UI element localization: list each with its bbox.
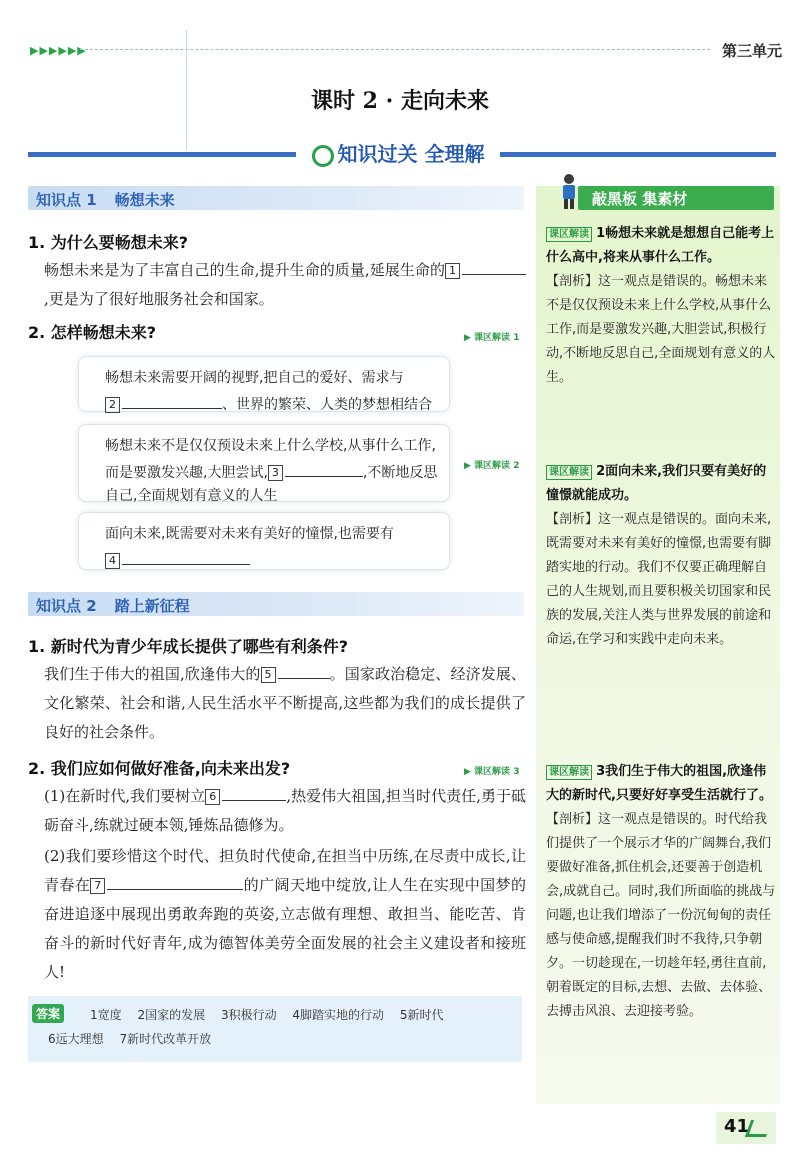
answers-row-1	[90, 1006, 520, 1023]
blank-number: 6	[205, 789, 220, 805]
section-banner	[300, 138, 496, 167]
lesson-tag-3[interactable]: ▶ 课区解读 3	[464, 767, 520, 777]
kp2-paragraph-1	[44, 782, 526, 840]
fill-blank[interactable]	[122, 546, 250, 565]
fill-blank[interactable]	[107, 871, 243, 890]
card2-tail: ,不断地反思自己,全面规划有意义的人生	[105, 465, 438, 504]
blank-number: 2	[105, 397, 120, 413]
kp1-answer-1-text: 畅想未来是为了丰富自己的生命,提升生命的质量,延展生命的	[44, 261, 445, 279]
sidebar-header	[578, 186, 774, 210]
blank-number: 5	[261, 667, 276, 683]
banner-line-left	[28, 152, 296, 157]
answer-item: 6远大理想	[48, 1032, 104, 1046]
sidebar-tag[interactable]: 课区解读	[546, 765, 592, 780]
sidebar-body: 【剖析】这一观点是错误的。畅想未来不是仅仅预设未来上什么学校,从事什么工作,而是要激发兴趣,大胆尝试,积极行动,不断地反思自己,全面规划有意义的人生。	[546, 274, 776, 385]
knowledge-point-2-bar	[28, 592, 524, 616]
sidebar-tag[interactable]: 课区解读	[546, 227, 592, 242]
kp1-number: 知识点 1	[36, 191, 97, 209]
kp2-p2-tail: 的广阔天地中绽放,让人生在实现中国梦的奋进追逐中展现出勇敢奔跑的英姿,立志做有理想、敢担当、能吃苦、肯奋斗的新时代好青年,成为德智体美劳全面发展的社会主义建设者和接班人!	[44, 876, 526, 981]
lesson-tag-2[interactable]: ▶ 课区解读 2	[464, 461, 520, 471]
kp2-question-2: 2. 我们应如何做好准备,向未来出发?	[28, 759, 291, 778]
kp1-title: 畅想未来	[114, 191, 175, 209]
lesson-tag-1[interactable]: ▶ 课区解读 1	[464, 333, 520, 343]
answer-item: 7新时代改革开放	[119, 1032, 212, 1046]
kp2-number: 知识点 2	[36, 597, 97, 615]
kp1-question-1: 1. 为什么要畅想未来?	[28, 233, 189, 252]
banner-icon	[312, 145, 334, 167]
kp2-p1-text: (1)在新时代,我们要树立	[44, 787, 206, 805]
kp1-answer-1	[44, 256, 526, 314]
fill-blank[interactable]	[462, 256, 526, 275]
kp2-answer-1-text: 我们生于伟大的祖国,欣逢伟大的	[44, 665, 261, 683]
fill-blank[interactable]	[122, 390, 222, 409]
blank-number: 7	[90, 878, 105, 894]
sidebar-title: 敲黑板 集素材	[592, 190, 688, 208]
kp1-answer-1-tail: ,更是为了很好地服务社会和国家。	[44, 290, 274, 308]
answer-item: 4脚踏实地的行动	[292, 1008, 385, 1022]
sidebar-block-2	[546, 460, 778, 652]
banner-line-right	[500, 152, 776, 157]
answers-row-2	[48, 1030, 518, 1047]
blank-number: 3	[268, 465, 283, 481]
idea-card-2	[78, 424, 450, 502]
idea-card-3	[78, 512, 450, 570]
kp2-question-1: 1. 新时代为青少年成长提供了哪些有利条件?	[28, 637, 349, 656]
answer-item: 5新时代	[399, 1008, 444, 1022]
sidebar-block-1	[546, 222, 778, 390]
answer-item: 2国家的发展	[137, 1008, 206, 1022]
book-icon	[745, 1120, 772, 1137]
banner-text: 知识过关 全理解	[337, 142, 485, 166]
card3-text: 面向未来,既需要对未来有美好的憧憬,也需要有	[105, 526, 394, 542]
sidebar-lead: 3我们生于伟大的祖国,欣逢伟大的新时代,只要好好享受生活就行了。	[546, 764, 772, 803]
knowledge-point-1-bar	[28, 186, 524, 210]
answers-badge: 答案	[32, 1004, 64, 1023]
fill-blank[interactable]	[222, 782, 286, 801]
kp2-paragraph-2	[44, 842, 526, 987]
kp2-answer-1	[44, 660, 526, 747]
page-number-box	[716, 1112, 776, 1144]
fill-blank[interactable]	[278, 660, 330, 679]
kp1-question-2: 2. 怎样畅想未来?	[28, 323, 157, 342]
card2-text: 畅想未来不是仅仅预设未来上什么学校,从事什么工作,而是要激发兴趣,大胆尝试,	[105, 438, 436, 481]
sidebar-lead: 1畅想未来就是想想自己能考上什么高中,将来从事什么工作。	[546, 226, 775, 265]
person-icon	[558, 172, 580, 210]
lesson-title: 课时 2 · 走向未来	[311, 88, 489, 114]
blank-number: 4	[105, 553, 120, 569]
answer-item: 1宽度	[90, 1008, 122, 1022]
card1-text: 畅想未来需要开阔的视野,把自己的爱好、需求与	[105, 370, 404, 386]
blank-number: 1	[445, 263, 460, 279]
sidebar-block-3	[546, 760, 778, 1024]
sidebar-body: 【剖析】这一观点是错误的。时代给我们提供了一个展示才华的广阔舞台,我们要做好准备,抓住机会,还要善于创造机会,成就自己。同时,我们所面临的挑战与问题,也让我们增添了一份沉甸甸的责任感与使命感,提醒我们时不我待,只争朝夕。一切趁现在,一切趁年轻,勇往直前,朝着既定的目标,去想、去做、去体验、去搏击风浪、去迎接考验。	[546, 812, 776, 1019]
sidebar-lead: 2面向未来,我们只要有美好的憧憬就能成功。	[546, 464, 767, 503]
sidebar-tag[interactable]: 课区解读	[546, 465, 592, 480]
fill-blank[interactable]	[285, 458, 363, 477]
header-arrows: ▶▶▶▶▶▶	[30, 44, 87, 57]
header-divider	[80, 49, 710, 50]
kp2-answer-1-tail: 。国家政治稳定、经济发展、文化繁荣、社会和谐,人民生活水平不断提高,这些都为我们的成长提供了良好的社会条件。	[44, 665, 526, 741]
answer-item: 3积极行动	[220, 1008, 277, 1022]
kp2-title: 踏上新征程	[114, 597, 190, 615]
page-number: 41	[724, 1116, 750, 1137]
kp2-p1-tail: ,热爱伟大祖国,担当时代责任,勇于砥砺奋斗,练就过硬本领,锤炼品德修为。	[44, 787, 526, 834]
unit-label: 第三单元	[721, 42, 782, 60]
kp2-p2-text: (2)我们要珍惜这个时代、担负时代使命,在担当中历练,在尽责中成长,让青春在	[44, 847, 526, 894]
card1-tail: 、世界的繁荣、人类的梦想相结合	[222, 397, 432, 413]
sidebar-body: 【剖析】这一观点是错误的。面向未来,既需要对未来有美好的憧憬,也需要有脚踏实地的行动。我们不仅要正确理解自己的人生规划,而且要积极关切国家和民族的发展,关注人类与世界发展的前途和命运,在学习和实践中走向未来。	[546, 512, 772, 647]
idea-card-1	[78, 356, 450, 412]
